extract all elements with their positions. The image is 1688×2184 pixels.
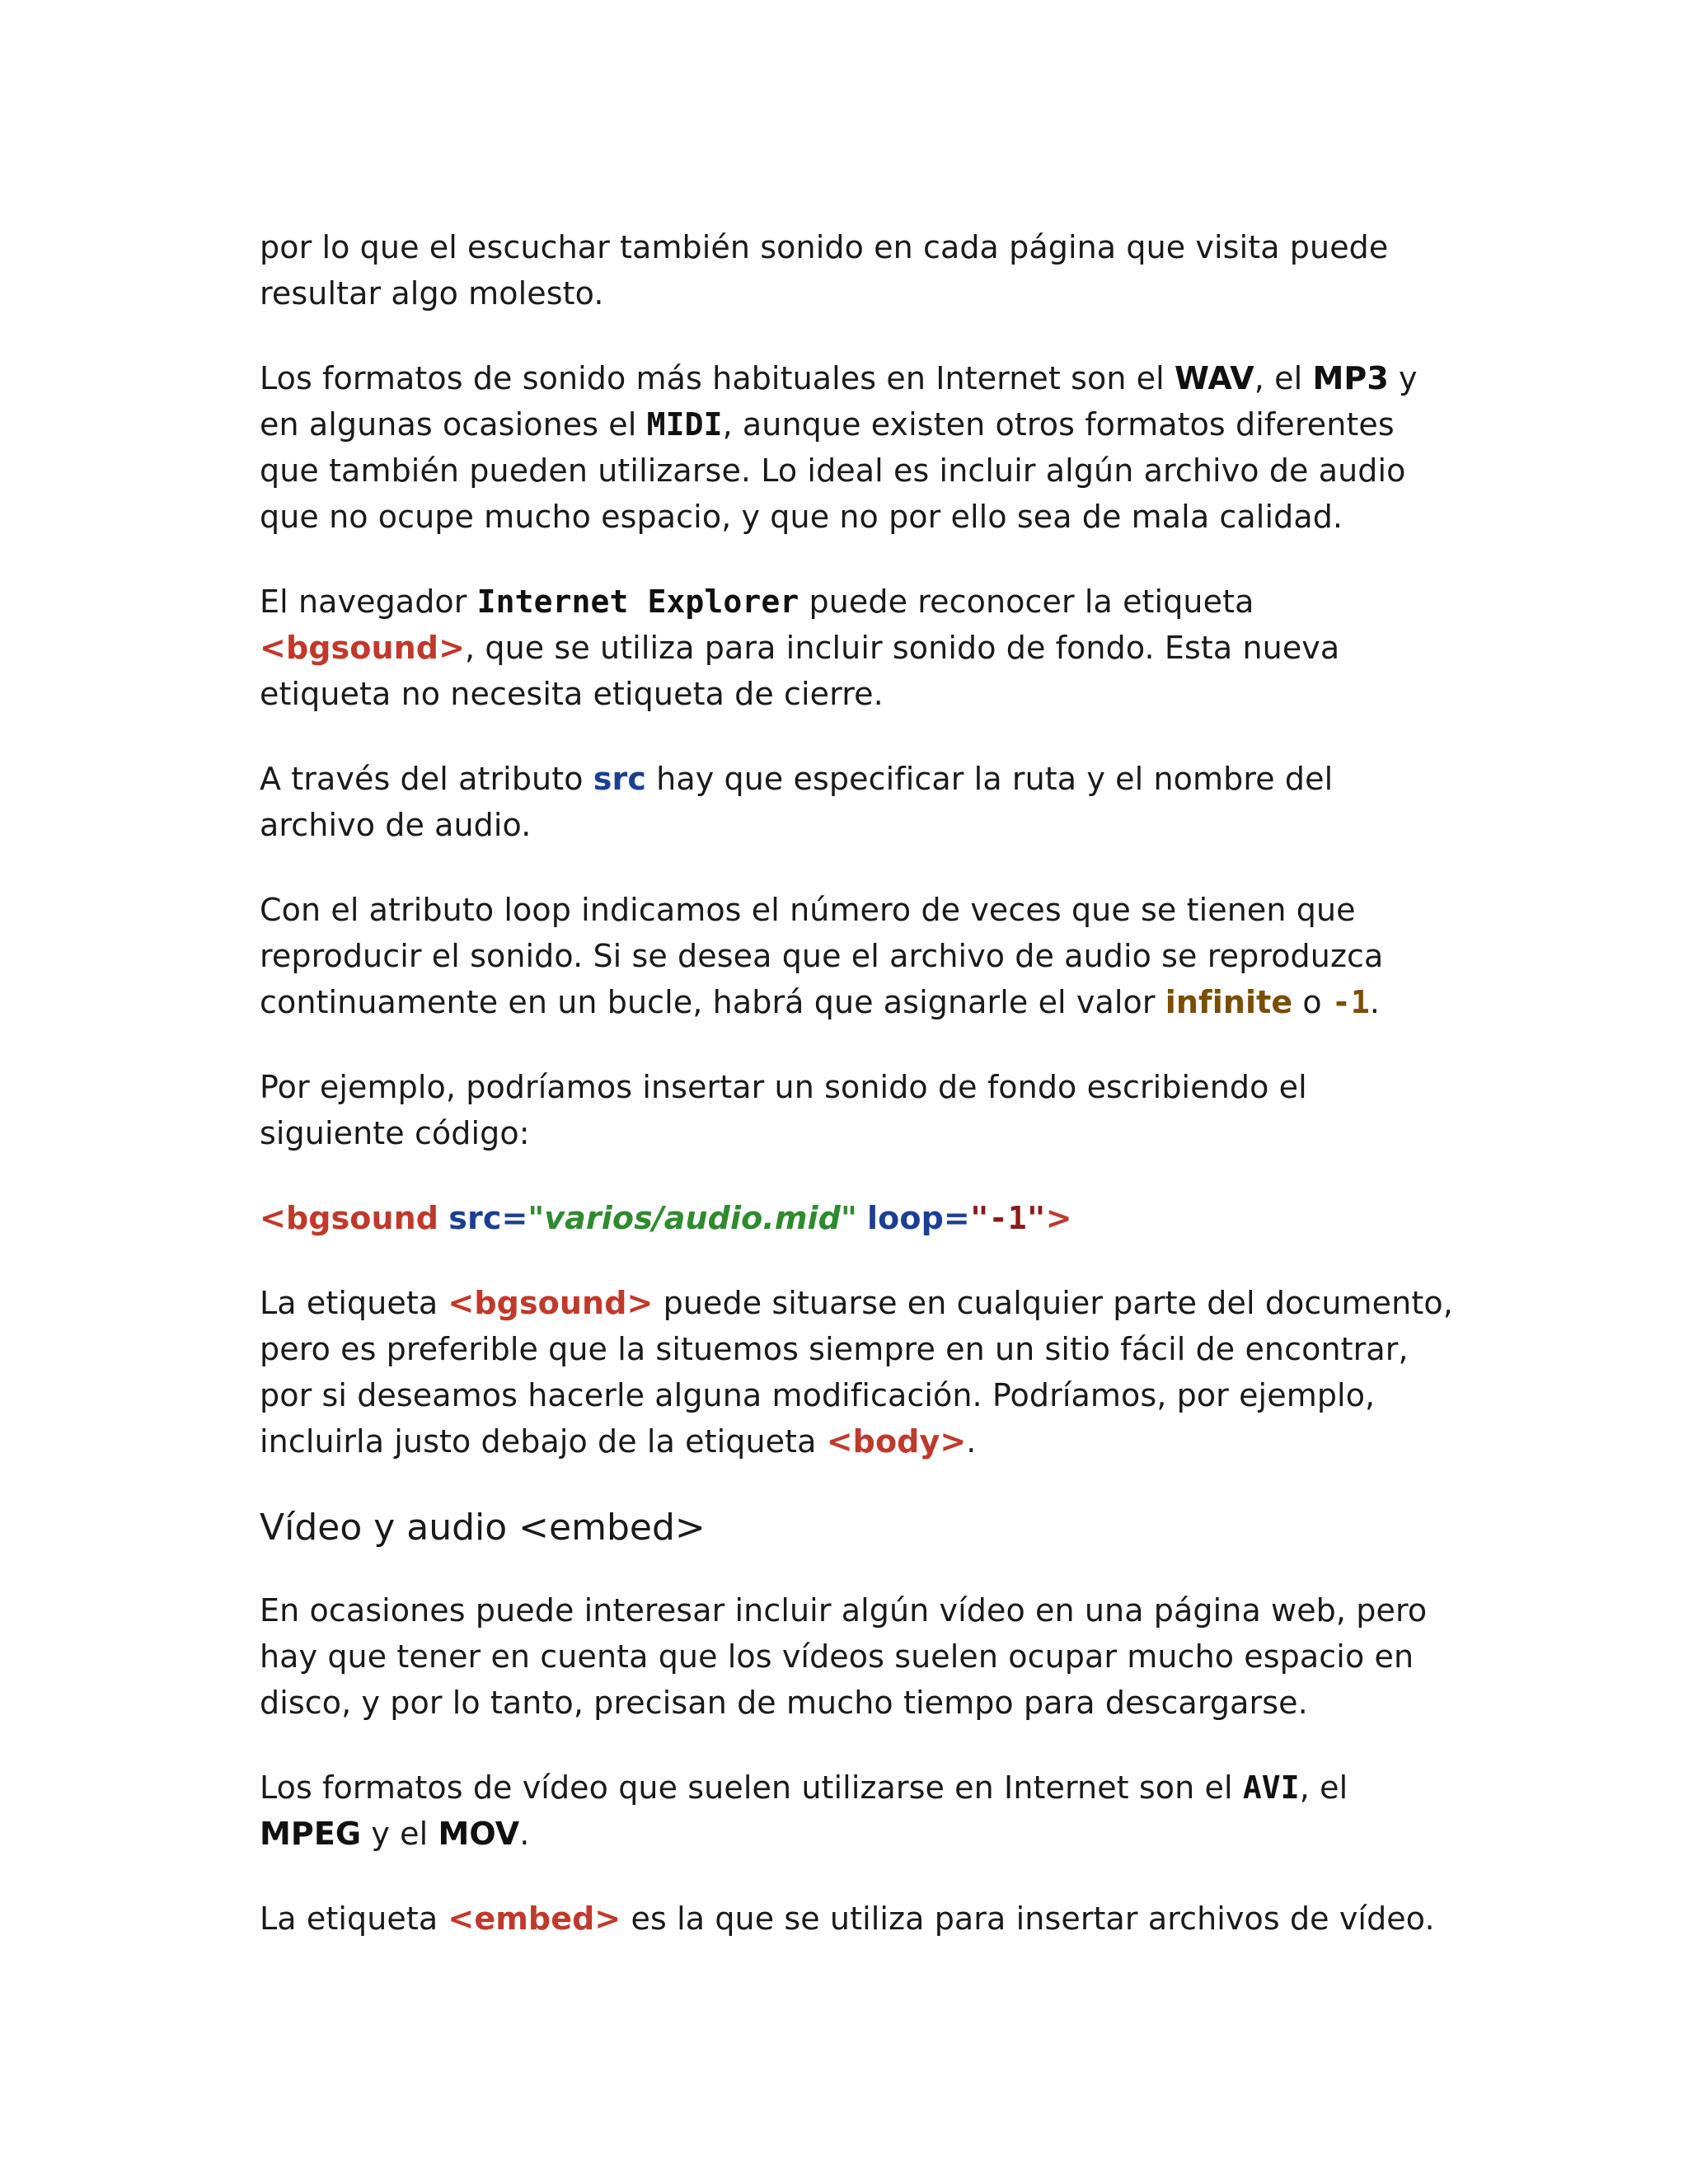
text: puede situarse en cualquier parte del documento, pero es preferible que la situemos siempre en un sitio fácil de encontrar, por si deseamos hacerle alguna modificación. Podríamos, por ejemplo, incluirla justo debajo de la etiqueta — [260, 1285, 1453, 1460]
paragraph-embed-tag — [260, 1896, 1455, 1942]
infinite-value: infinite — [1165, 984, 1293, 1020]
paragraph-src-attribute — [260, 756, 1455, 848]
text: . — [966, 1423, 977, 1460]
code-tag-close: > — [1045, 1200, 1072, 1236]
text: La etiqueta — [260, 1285, 448, 1321]
paragraph-loop-attribute — [260, 887, 1455, 1025]
code-src-value: "varios/audio.mid" — [528, 1200, 857, 1236]
internet-explorer-name: Internet Explorer — [476, 583, 799, 620]
src-attribute: src — [593, 761, 646, 797]
paragraph-sound-annoying: por lo que el escuchar también sonido en cada página que visita puede resultar algo molesto. — [260, 229, 1389, 312]
text: , el — [1254, 360, 1313, 396]
text: La etiqueta — [260, 1900, 448, 1937]
paragraph-video-formats — [260, 1765, 1455, 1857]
text: Con el atributo loop indicamos el número de veces que se tienen que reproducir el sonido. Si se desea que el archivo de audio se reproduzca continuamente en un bucle, habrá que asignarle el valor — [260, 892, 1384, 1020]
text: puede reconocer la etiqueta — [799, 583, 1254, 620]
text: . — [1369, 984, 1381, 1020]
text: A través del atributo — [260, 761, 593, 797]
text: es la que se utiliza para insertar archivos de vídeo. — [621, 1900, 1435, 1937]
text: y el — [361, 1816, 438, 1852]
format-mpeg: MPEG — [260, 1816, 362, 1852]
bgsound-tag: <bgsound> — [260, 630, 466, 666]
text: , aunque existen otros formatos diferentes que también pueden utilizarse. Lo ideal es incluir algún archivo de audio que no ocupe mucho espacio, y que no por ello sea de mala calidad. — [260, 406, 1406, 535]
text: , el — [1299, 1769, 1348, 1806]
minus-one-value: -1 — [1331, 984, 1370, 1020]
format-mov: MOV — [438, 1816, 520, 1852]
paragraph-example-intro: Por ejemplo, podríamos insertar un sonido de fondo escribiendo el siguiente código: — [260, 1069, 1307, 1151]
text: hay que especificar la ruta y el nombre del archivo de audio. — [260, 761, 1334, 843]
paragraph-video-intro: En ocasiones puede interesar incluir algún vídeo en una página web, pero hay que tener en cuenta que los vídeos suelen ocupar mucho espacio en disco, y por lo tanto, precisan de mucho tiempo para descargarse. — [260, 1592, 1428, 1721]
text: y en algunas ocasiones el — [260, 360, 1418, 443]
text: , que se utiliza para incluir sonido de fondo. Esta nueva etiqueta no necesita etiqueta de cierre. — [260, 630, 1340, 712]
document-page — [260, 224, 1455, 1980]
code-tag-open: <bgsound — [260, 1200, 439, 1236]
paragraph-bgsound-placement — [260, 1280, 1455, 1465]
text: El navegador — [260, 583, 477, 620]
text: o — [1292, 984, 1332, 1020]
section-heading-video-audio: Vídeo y audio <embed> — [260, 1507, 706, 1549]
embed-tag: <embed> — [448, 1900, 621, 1937]
format-mp3: MP3 — [1312, 360, 1389, 396]
text: . — [519, 1816, 530, 1852]
code-src-attr: src= — [448, 1200, 528, 1236]
code-loop-value: "-1" — [969, 1200, 1046, 1236]
code-loop-attr: loop= — [867, 1200, 970, 1236]
code-example — [260, 1195, 1455, 1241]
bgsound-tag: <bgsound> — [448, 1285, 654, 1321]
format-wav: WAV — [1175, 360, 1254, 396]
paragraph-sound-formats — [260, 355, 1455, 540]
format-avi: AVI — [1242, 1769, 1300, 1806]
body-tag: <body> — [826, 1423, 967, 1460]
text: Los formatos de vídeo que suelen utilizarse en Internet son el — [260, 1769, 1243, 1806]
format-midi: MIDI — [646, 406, 723, 443]
text: Los formatos de sonido más habituales en Internet son el — [260, 360, 1175, 396]
paragraph-bgsound-intro — [260, 579, 1455, 717]
